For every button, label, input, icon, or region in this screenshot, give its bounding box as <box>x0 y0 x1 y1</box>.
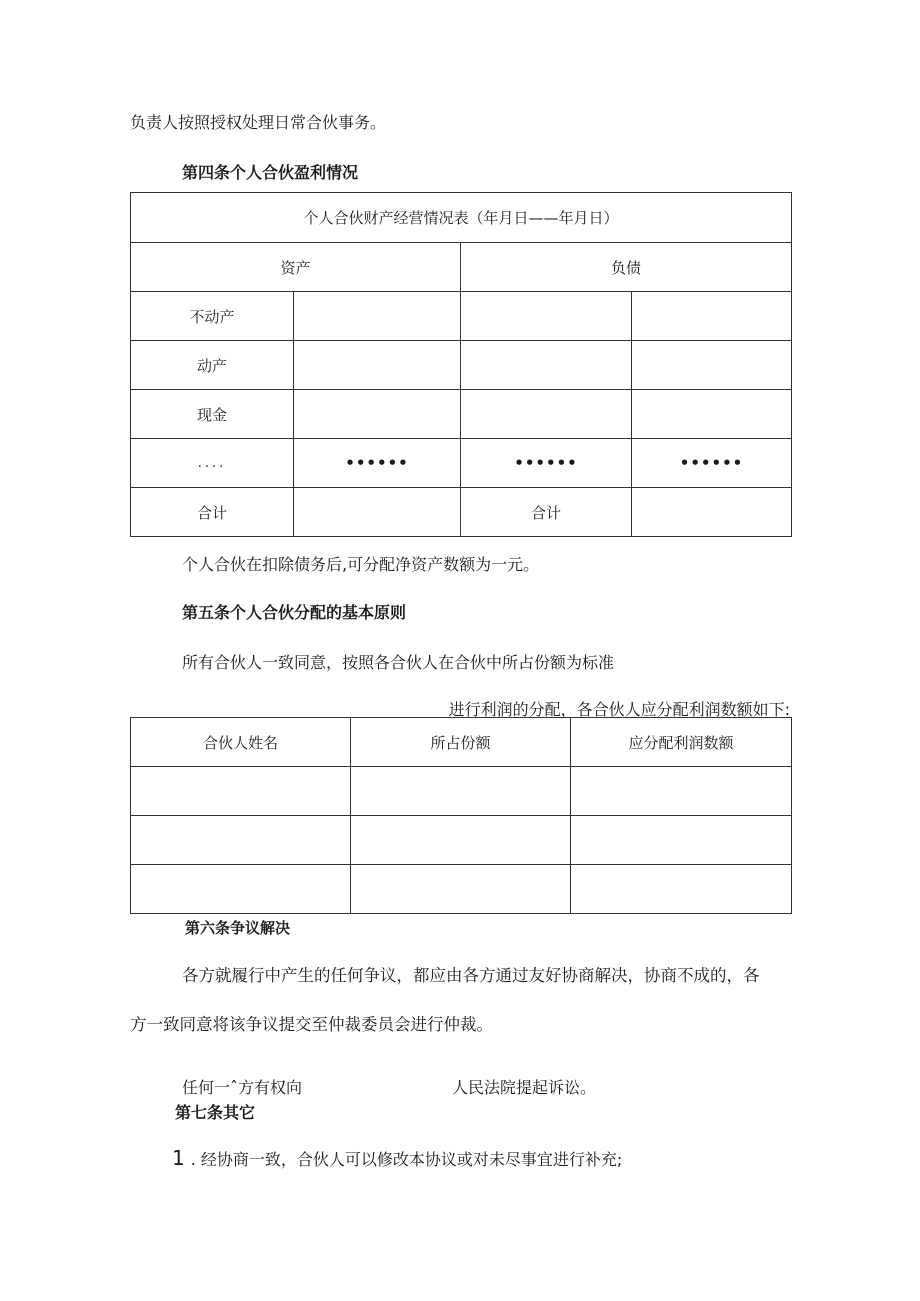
table-cell <box>571 767 792 816</box>
table-cell <box>461 341 632 390</box>
section-5-para-1: 所有合伙人一致同意，按照各合伙人在合伙中所占份额为标准 <box>182 653 615 672</box>
table-cell <box>461 390 632 439</box>
table-cell <box>131 865 351 914</box>
row-label-movable: 动产 <box>131 341 294 390</box>
table-cell <box>351 865 571 914</box>
table-cell <box>294 341 461 390</box>
item-text: . 经协商一致，合伙人可以修改本协议或对未尽事宜进行补充; <box>190 1150 623 1169</box>
table-cell <box>294 292 461 341</box>
table-cell <box>632 488 792 537</box>
header-partner-name: 合伙人姓名 <box>131 718 351 767</box>
section-7-title: 第七条其它 <box>175 1103 256 1122</box>
table-cell <box>632 341 792 390</box>
section-6-para-3-left: 任何一ˆ方有权向 <box>182 1078 303 1097</box>
para-top: 负责人按照授权处理日常合伙事务。 <box>130 113 387 132</box>
table-cell <box>131 767 351 816</box>
table-cell <box>294 390 461 439</box>
ellipsis-cell: •••••• <box>294 439 461 488</box>
ellipsis-cell: •••••• <box>632 439 792 488</box>
liabilities-header: 负债 <box>461 243 792 292</box>
row-label-real-estate: 不动产 <box>131 292 294 341</box>
section-5-title: 第五条个人合伙分配的基本原则 <box>182 603 407 622</box>
table-cell <box>571 816 792 865</box>
table-cell <box>571 865 792 914</box>
table-cell <box>461 292 632 341</box>
section-7-item-1 <box>172 1146 622 1170</box>
property-table <box>130 192 792 537</box>
section-6-para-2: 方一致同意将该争议提交至仲裁委员会进行仲裁。 <box>130 1015 493 1034</box>
table-cell <box>632 390 792 439</box>
ellipsis-cell: •••••• <box>461 439 632 488</box>
total-label-assets: 合计 <box>131 488 294 537</box>
section-5-para-2: 进行利润的分配，各合伙人应分配利润数额如下: <box>448 700 790 719</box>
assets-header: 资产 <box>131 243 461 292</box>
item-number: 1 <box>172 1146 185 1170</box>
row-label-ellipsis: .... <box>131 439 294 488</box>
header-profit-amount: 应分配利润数额 <box>571 718 792 767</box>
property-table-title: 个人合伙财产经营情况表（年月日——年月日） <box>131 193 792 243</box>
table-cell <box>351 767 571 816</box>
section-6-para-1: 各方就履行中产生的任何争议，都应由各方通过友好协商解决，协商不成的，各 <box>182 966 760 985</box>
section-6-para-3-right: 人民法院提起诉讼。 <box>452 1078 597 1097</box>
table-cell <box>351 816 571 865</box>
para-net-assets: 个人合伙在扣除债务后,可分配净资产数额为一元。 <box>182 555 540 574</box>
section-6-title: 第六条争议解决 <box>185 919 291 937</box>
distribution-table <box>130 717 792 914</box>
row-label-cash: 现金 <box>131 390 294 439</box>
table-cell <box>294 488 461 537</box>
header-share: 所占份额 <box>351 718 571 767</box>
total-label-liabilities: 合计 <box>461 488 632 537</box>
table-cell <box>131 816 351 865</box>
section-4-title: 第四条个人合伙盈利情况 <box>182 163 359 182</box>
table-cell <box>632 292 792 341</box>
